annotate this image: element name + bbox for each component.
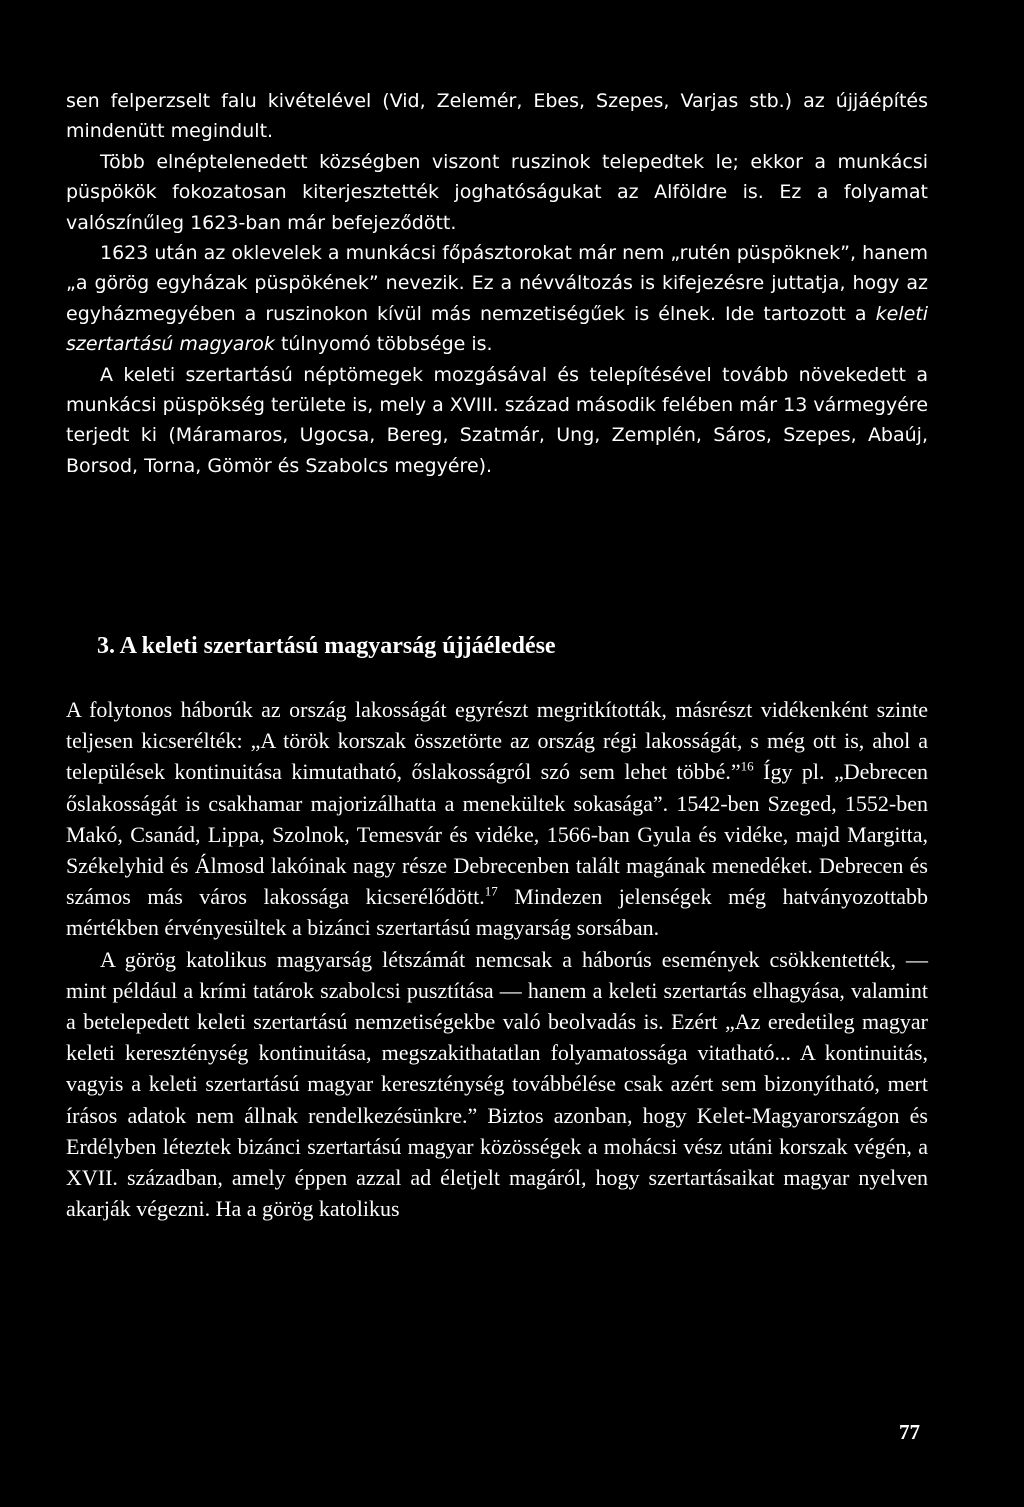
section-text-upper: [66, 86, 928, 481]
footnote-ref: 16: [740, 759, 754, 775]
paragraph: sen felperzselt falu kivételével (Vid, Zelemér, Ebes, Szepes, Varjas stb.) az újjáépítés mindenütt megindult.: [66, 90, 928, 143]
paragraph-text: Így pl. „Debrecen őslakosságát is csakhamar majorizálhatta a menekültek sokasága”. 1542-ben Szeged, 1552-ben Makó, Csanád, Lippa, Szolnok, Temesvár és vidéke, 1566-ban Gyula és vidéke, majd Margitta, Székelyhid és Álmosd lakóinak nagy része Debrecenben talált magának menedéket. Debrecen és számos más város lakossága kicserélődött.: [66, 759, 928, 910]
italic-phrase: keleti szertartású magyarok: [66, 302, 928, 356]
paragraph-text: A folytonos háborúk az ország lakosságát egyrészt megritkították, másrészt vidékenként szinte teljesen kicserélték: „A török korszak összetörte az ország régi lakosságát, s még ott is, ahol a települések kontinuitása kimutatható, őslakosságról szó sem lehet többé.”: [66, 697, 928, 785]
paragraph-text: Mindezen jelenségek még hatványozottabb mértékben érvényesültek a bizánci szertartású magyarság sorsában.: [66, 884, 928, 941]
paragraph: Több elnéptelenedett községben viszont ruszinok telepedtek le; ekkor a munkácsi püspökök fokozatosan kiterjesztették joghatóságukat az Alföldre is. Ez a folyamat valószínűleg 1623-ban már befejeződött.: [66, 150, 928, 234]
paragraph: [66, 694, 928, 944]
page-number: 77: [899, 1420, 920, 1444]
paragraph: [66, 238, 928, 360]
paragraph: A görög katolikus magyarság létszámát nemcsak a háborús események csökkentették, — mint például a krími tatárok szabolcsi pusztítása — hanem a keleti szertartás elhagyása, valamint a betelepedett keleti szertartású nemzetiségekbe való beolvadás is. Ezért „Az eredetileg magyar keleti kereszténység kontinuitása, megszakithatatlan folyamatossága vitatható... A kontinuitás, vagyis a keleti szertartású magyar kereszténység továbbélése csak azért sem bizonyítható, mert írásos adatok nem állnak rendelkezésünkre.” Biztos azonban, hogy Kelet-Magyarországon és Erdélyben léteztek bizánci szertartású magyar közösségek a mohácsi vész utáni korszak végén, a XVII. században, amely éppen azzal ad életjelt magáról, hogy szertartásaikat magyar nyelven akarják végezni. Ha a görög katolikus: [66, 946, 928, 1222]
paragraph-text: túlnyomó többsége is.: [280, 333, 493, 356]
paragraph: A keleti szertartású néptömegek mozgásával és telepítésével tovább növekedett a munkácsi püspökség területe is, mely a XVIII. század második felében már 13 vármegyére terjedt ki (Máramaros, Ugocsa, Bereg, Szatmár, Ung, Zemplén, Sáros, Szepes, Abaúj, Borsod, Torna, Gömör és Szabolcs megyére).: [66, 363, 929, 477]
footnote-ref: 17: [484, 883, 498, 899]
paragraph-text: 1623 után az oklevelek a munkácsi főpásztorokat már nem „rutén püspöknek”, hanem „a görög egyházak püspökének” nevezik. Ez a névváltozás is kifejezésre juttatja, hogy az egyházmegyében a ruszinokon kívül más nemzetiségűek is élnek. Ide tartozott a: [66, 242, 928, 325]
section-heading: 3. A keleti szertartású magyarság újjáéledése: [97, 633, 556, 659]
section-text-lower: [66, 694, 928, 1224]
